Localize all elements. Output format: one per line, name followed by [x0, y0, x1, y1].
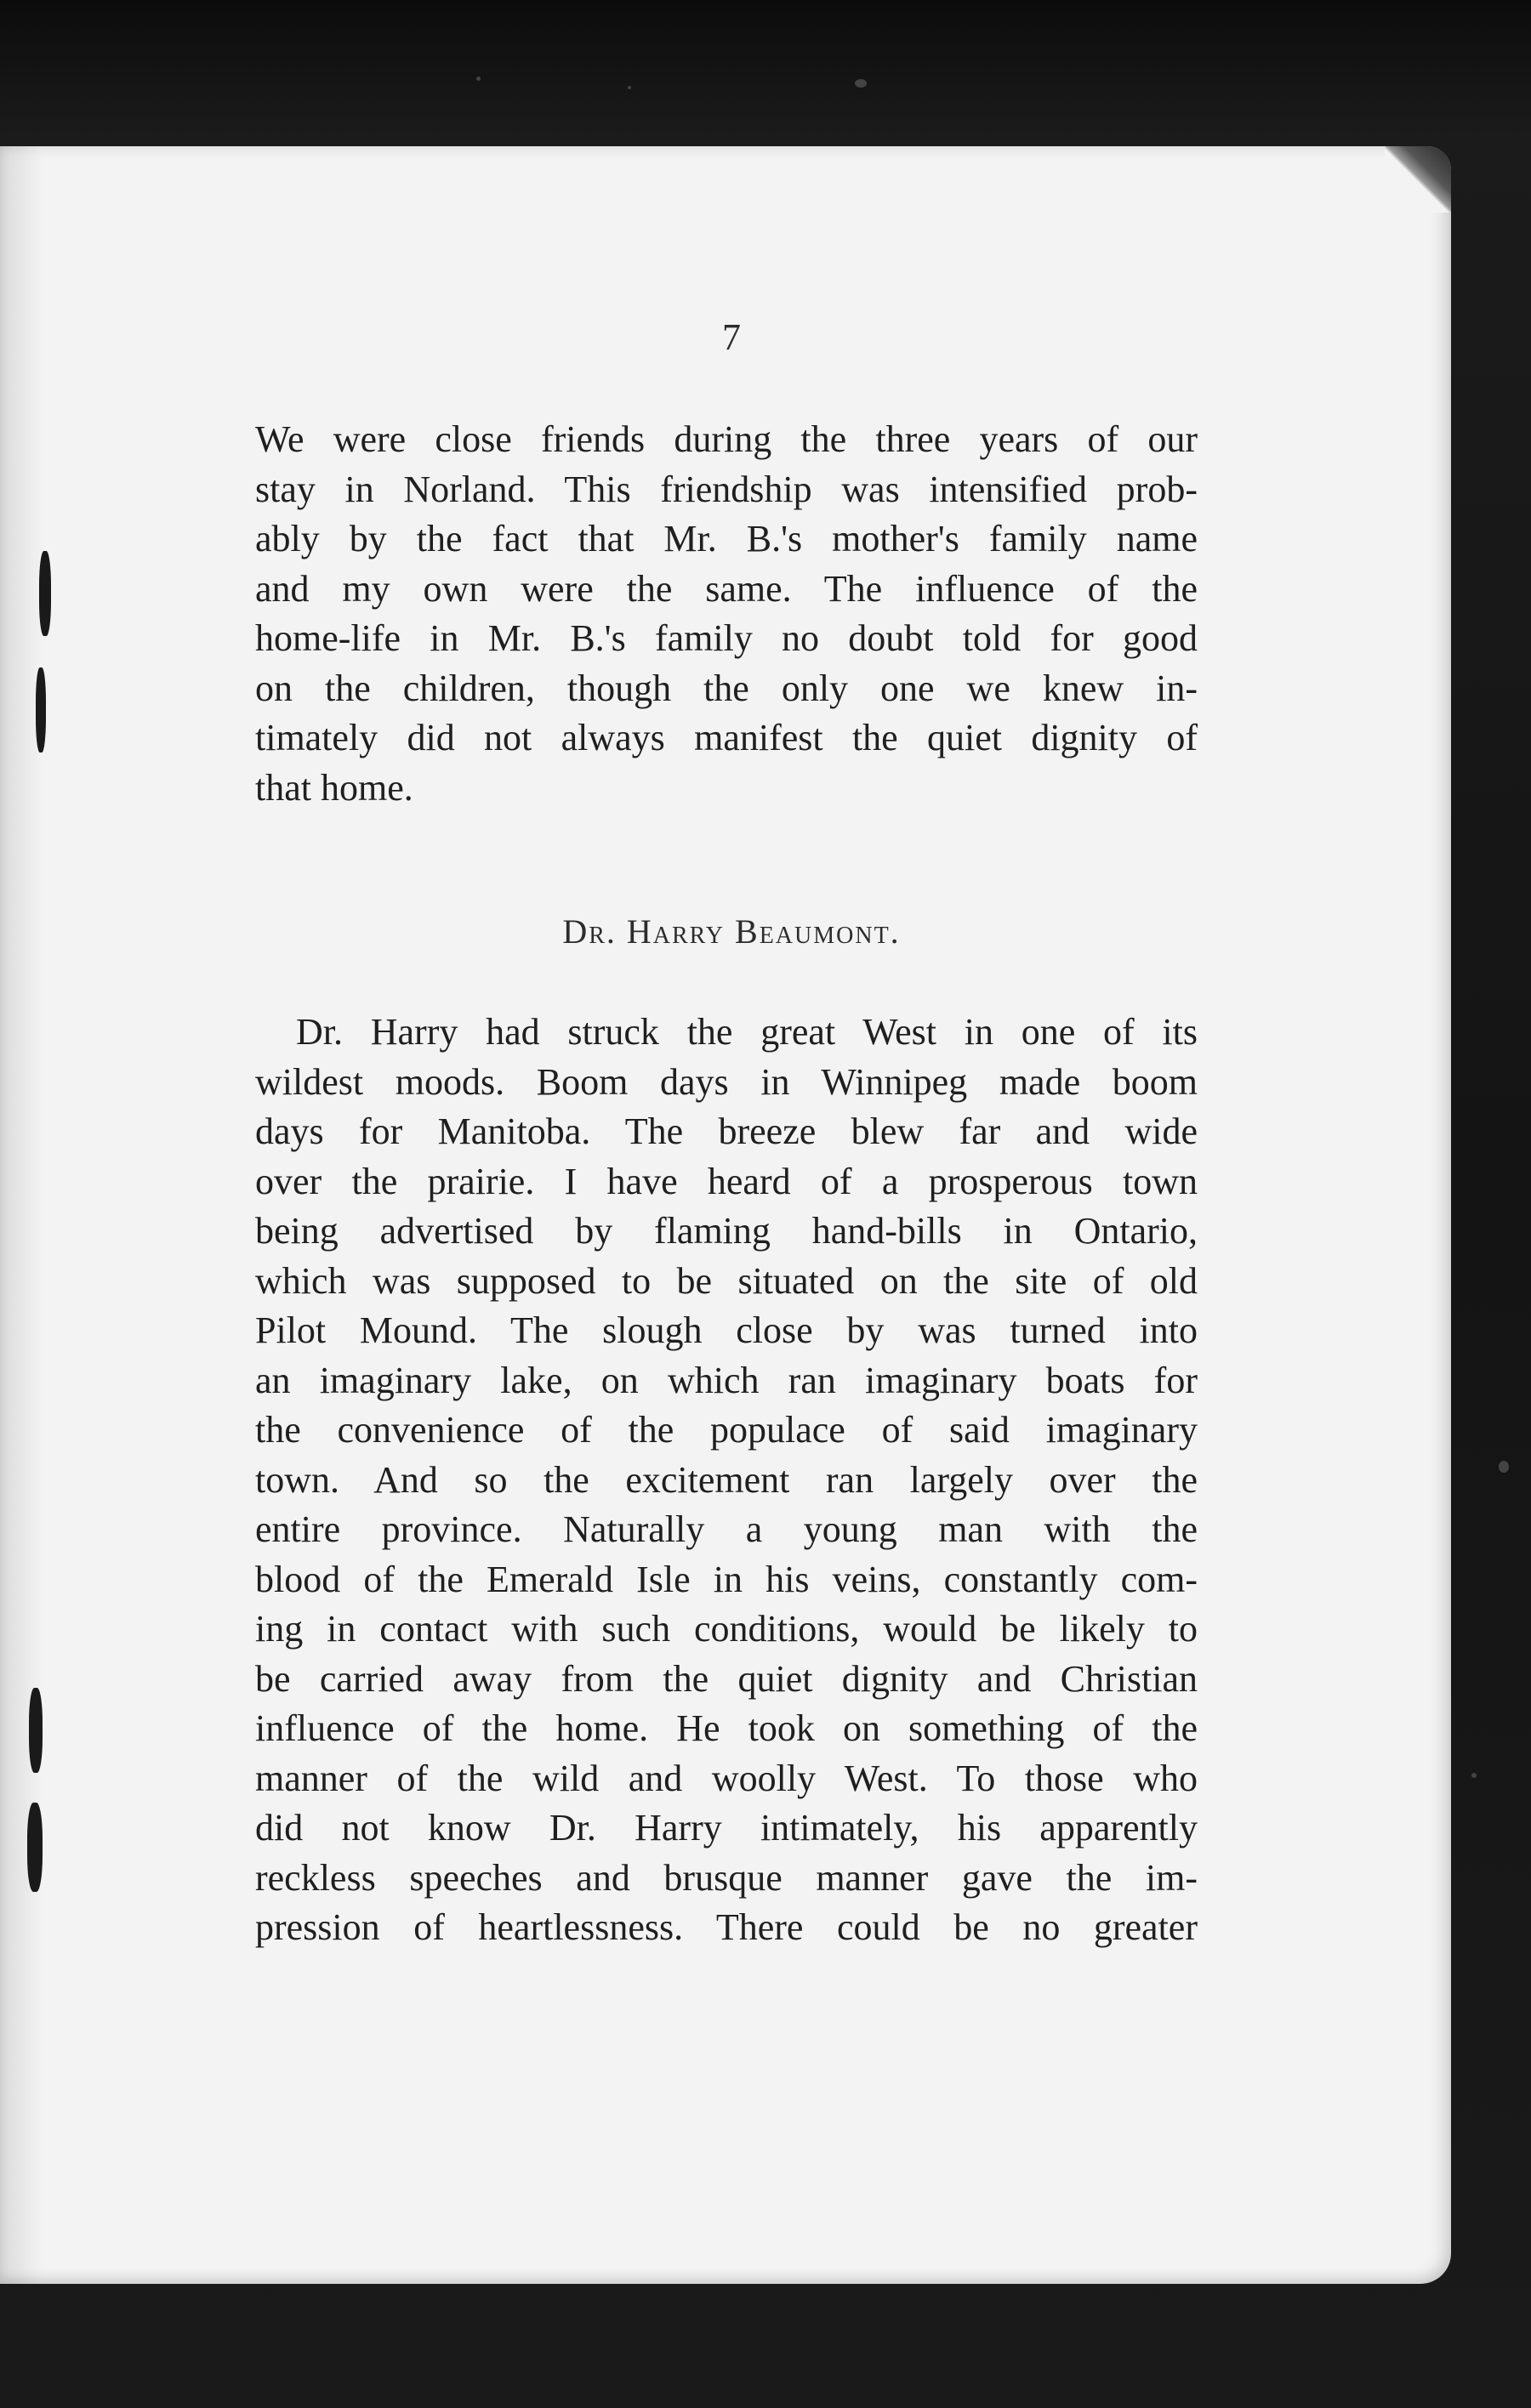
- binding-mark: [27, 1803, 43, 1892]
- text-line: wildest moods. Boom days in Winnipeg made boom: [255, 1060, 1198, 1103]
- text-line: timately did not always manifest the quiet dignity of: [255, 717, 1198, 758]
- paragraph-1: [255, 415, 1198, 813]
- text-line: blood of the Emerald Isle in his veins, constantly com-: [255, 1558, 1198, 1600]
- text-line: that home.: [255, 766, 413, 809]
- binding-mark: [29, 1688, 43, 1773]
- gutter-shadow: [0, 146, 43, 2284]
- text-line: on the children, though the only one we knew in-: [255, 667, 1198, 709]
- text-line: influence of the home. He took on something of the: [255, 1707, 1198, 1749]
- text-line: the convenience of the populace of said imaginary: [255, 1409, 1198, 1451]
- text-line: We were close friends during the three years of our: [255, 418, 1198, 460]
- dust-speck: [855, 79, 867, 88]
- binding-mark: [39, 551, 51, 636]
- text-line: which was supposed to be situated on the site of old: [255, 1259, 1198, 1302]
- text-line: home-life in Mr. B.'s family no doubt told for good: [255, 617, 1198, 659]
- text-line: Dr. Harry had struck the great West in one of its: [296, 1011, 1198, 1053]
- dust-speck: [1471, 1773, 1477, 1778]
- section-heading: Dr. Harry Beaumont.: [562, 912, 901, 951]
- text-line: be carried away from the quiet dignity and Christian: [255, 1657, 1198, 1700]
- text-line: reckless speeches and brusque manner gave the im-: [255, 1856, 1198, 1899]
- text-line: manner of the wild and woolly West. To those who: [255, 1757, 1198, 1799]
- text-line: days for Manitoba. The breeze blew far and wide: [255, 1110, 1198, 1152]
- text-line: ing in contact with such conditions, would be likely to: [255, 1608, 1198, 1650]
- text-line: stay in Norland. This friendship was intensified prob-: [255, 468, 1198, 510]
- text-line: over the prairie. I have heard of a prosperous town: [255, 1160, 1198, 1202]
- text-line: Pilot Mound. The slough close by was turned into: [255, 1309, 1198, 1351]
- page-corner-fold: [1385, 146, 1451, 213]
- text-line: entire province. Naturally a young man with the: [255, 1508, 1198, 1550]
- text-line: and my own were the same. The influence of the: [255, 567, 1198, 610]
- text-line: ably by the fact that Mr. B.'s mother's family name: [255, 518, 1198, 559]
- text-line: did not know Dr. Harry intimately, his apparently: [255, 1807, 1198, 1849]
- binding-mark: [36, 667, 46, 752]
- paragraph-2: [255, 1008, 1198, 1953]
- page-number: 7: [722, 316, 741, 358]
- dust-speck: [476, 77, 481, 81]
- dust-speck: [628, 86, 631, 89]
- text-line: pression of heartlessness. There could be no greater: [255, 1906, 1198, 1948]
- text-line: an imaginary lake, on which ran imaginary boats for: [255, 1359, 1198, 1401]
- text-line: being advertised by flaming hand-bills in Ontario,: [255, 1210, 1198, 1252]
- text-line: town. And so the excitement ran largely over the: [255, 1458, 1198, 1501]
- dust-speck: [1499, 1461, 1509, 1473]
